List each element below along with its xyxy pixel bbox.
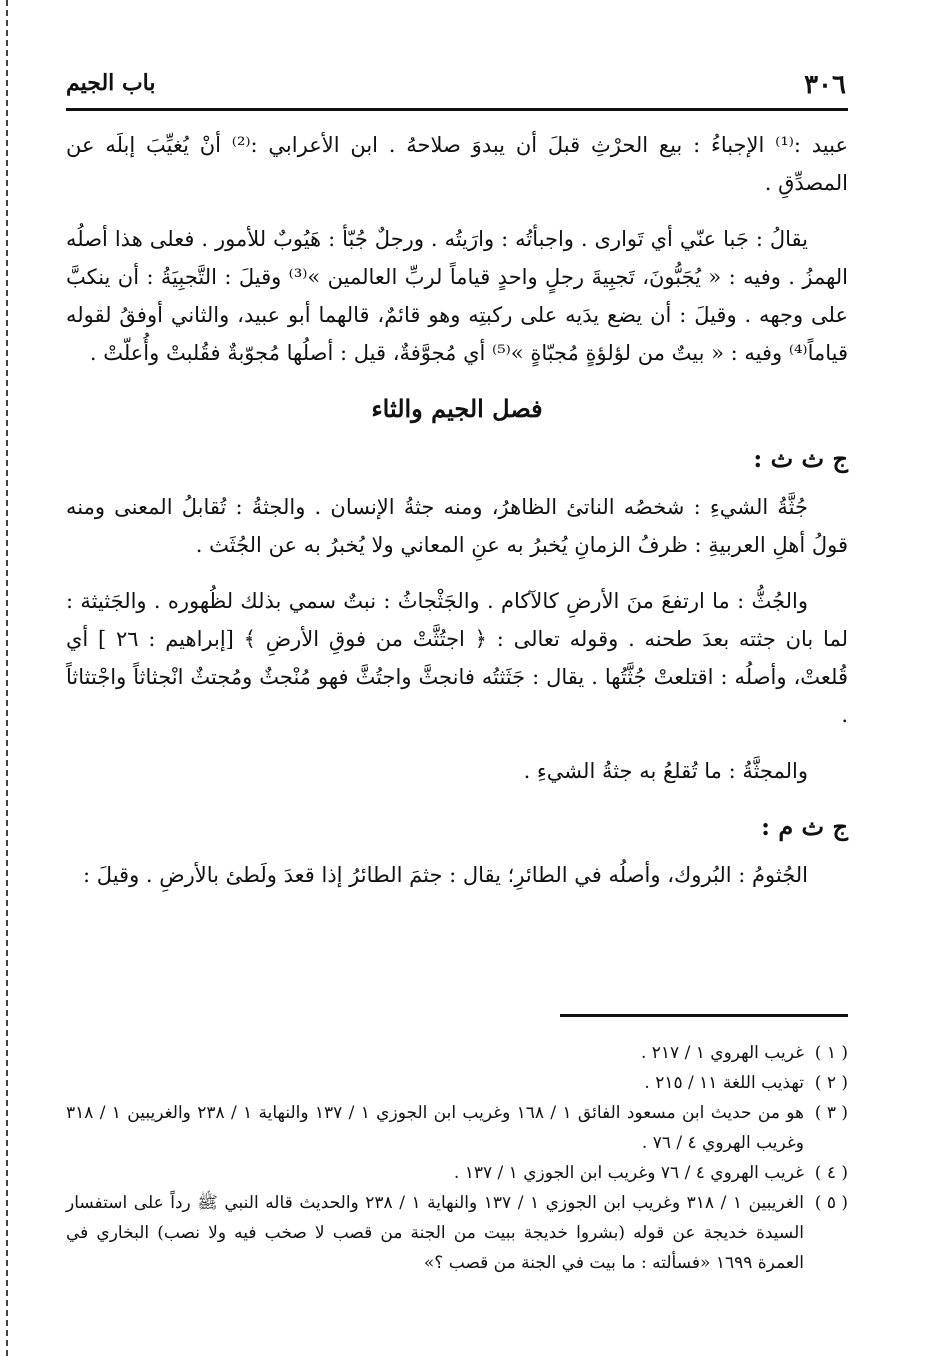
footnote-text: هو من حديث ابن مسعود الفائق ١ / ١٦٨ وغريب ابن الجوزي ١ / ١٣٧ والنهاية ١ / ٢٣٨ والغريبين ١ / ٣١٨ وغريب الهروي ٤ / ٧٦ . xyxy=(66,1103,804,1153)
footnote-number: ( ١ ) xyxy=(814,1043,848,1063)
footnote xyxy=(66,1068,848,1098)
entry-heading: ج ث ث : xyxy=(753,444,848,473)
paragraph: الجُثومُ : البُروك، وأصلُه في الطائرِ؛ يقال : جثمَ الطائرُ إذا قعدَ ولَطئ بالأرضِ . وقيلَ : xyxy=(83,863,808,887)
footnote-number: ( ٤ ) xyxy=(814,1163,848,1183)
page-number: ٣٠٦ xyxy=(804,70,846,100)
page-header xyxy=(66,64,846,104)
footnote-text: غريب الهروي ١ / ٢١٧ . xyxy=(640,1043,804,1063)
paragraph: يقالُ : جَبا عنّي أي تَوارى . واجبأتُه : وارَيتُه . ورجلٌ جُبّأ : هَيُوبٌ للأمور . فعلى هذا أصلُه الهمزُ . وفيه : « يُجَبُّونَ، تَجبِيةَ رجلٍ واحدٍ قياماً لربِّ العالمين »⁽³⁾ وقيلَ : التَّجبِيَةُ : أن ينكبَّ على وجهه . وقيلَ : أن يضع يدَيه على ركبتِه وهو قائمٌ، قالهما أبو عبيد، والثاني أوفقُ لقوله قياماً⁽⁴⁾ وفيه : « بيتٌ من لؤلؤةٍ مُجبّاةٍ »⁽⁵⁾ أي مُجوَّفةٌ، قيل : أصلُها مُجوّبةٌ فقُلبتْ وأُعلّتْ . xyxy=(66,227,848,365)
footnotes xyxy=(66,1038,848,1278)
footnote-rule xyxy=(560,1014,848,1017)
footnote xyxy=(66,1098,848,1158)
footnote xyxy=(66,1038,848,1068)
entry-heading: ج ث م : xyxy=(761,812,848,841)
footnote-text: غريب الهروي ٤ / ٧٦ وغريب ابن الجوزي ١ / ١٣٧ . xyxy=(453,1163,804,1183)
footnote-text: تهذيب اللغة ١١ / ٢١٥ . xyxy=(644,1073,804,1093)
binding-margin-line xyxy=(6,0,8,1356)
paragraph: عبيد :⁽¹⁾ الإجباءُ : بيع الحرْثِ قبلَ أن يبدوَ صلاحهُ . ابن الأعرابي :⁽²⁾ أنْ يُغيِّبَ إبلَه عن المصدِّقِ . xyxy=(66,133,848,195)
footnote-number: ( ٥ ) xyxy=(814,1193,848,1213)
paragraph: جُثَّةُ الشيءِ : شخصُه الناتئ الظاهرُ، ومنه جثةُ الإنسان . والجثةُ : تُقابلُ المعنى ومنه قولُ أهلِ العربيةِ : ظرفُ الزمانِ يُخبرُ به عنِ المعاني ولا يُخبرُ به عن الجُثَث . xyxy=(66,495,848,557)
footnote xyxy=(66,1188,848,1278)
main-text xyxy=(66,126,848,912)
header-rule xyxy=(66,108,848,111)
paragraph: والجُثُّ : ما ارتفعَ منَ الأرضِ كالآكام . والجَثْجاثُ : نبتٌ سمي بذلك لظُهوره . والجَثيثة : لما بان جثته بعدَ طحنه . وقوله تعالى : ﴿ اجتُثَّتْ من فوقِ الأرضِ ﴾ [إبراهيم : ٢٦ ] أي قُلعتْ، وأصلُه : اقتلعتْ جُثَّتُها . يقال : جَثَثتُه فانجثَّ واجتُثَّ فهو مُنْجثٌ ومُجتثٌ انْجثاثاً واجْتثاثاً . xyxy=(66,589,848,727)
footnote-number: ( ٣ ) xyxy=(814,1103,848,1123)
paragraph: والمجثَّةُ : ما تُقلعُ به جثةُ الشيءِ . xyxy=(523,759,808,783)
footnote xyxy=(66,1158,848,1188)
chapter-title: باب الجيم xyxy=(66,70,156,96)
footnote-number: ( ٢ ) xyxy=(814,1073,848,1093)
footnote-text: الغريبين ١ / ٣١٨ وغريب ابن الجوزي ١ / ١٣٧ والنهاية ١ / ٢٣٨ والحديث قاله النبي ﷺ رداً على استفسار السيدة خديجة عن قوله (بشروا خديجة ببيت من الجنة من قصب لا صخب فيه ولا نصب) البخاري في العمرة ١٦٩٩ «فسألته : ما بيت في الجنة من قصب ؟» xyxy=(66,1193,804,1273)
section-title: فصل الجيم والثاء xyxy=(371,394,543,423)
